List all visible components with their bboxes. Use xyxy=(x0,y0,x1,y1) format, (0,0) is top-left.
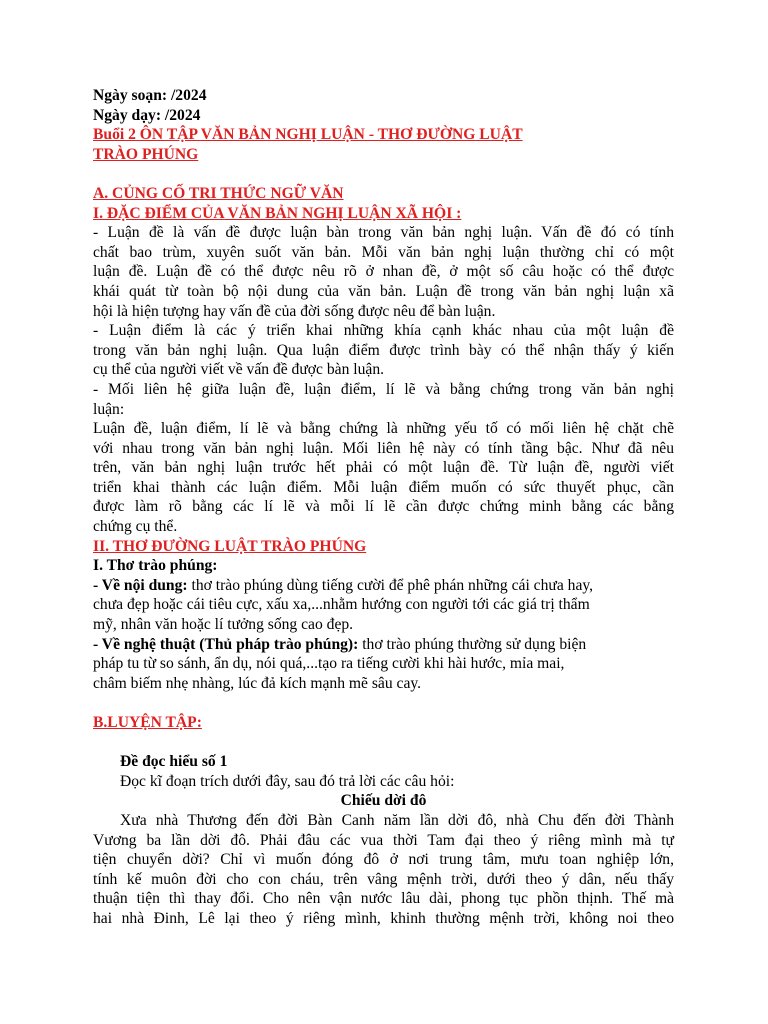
noi-dung-label: - Về nội dung: xyxy=(93,576,188,594)
text-line: chưa đẹp hoặc cái tiêu cực, xấu xa,...nhằm hướng con người tới các giá trị thẩm xyxy=(93,596,590,614)
excerpt-title: Chiếu dời đô xyxy=(340,792,427,810)
lesson-title-line-2: TRÀO PHÚNG xyxy=(93,145,199,163)
ngay-day: Ngày dạy: /2024 xyxy=(93,106,201,124)
text-line: với nhau trong văn bản nghị luận. Mối liên hệ này có tính tầng bậc. Như đã nêu xyxy=(93,439,674,457)
text-line: mỹ, nhân văn hoặc lí tưởng sống cao đẹp. xyxy=(93,616,354,634)
section-a-subheading-1: I. ĐẶC ĐIỂM CỦA VĂN BẢN NGHỊ LUẬN XÃ HỘI : xyxy=(93,204,462,222)
text-line: chứng cụ thể. xyxy=(93,518,178,536)
text-line: - Luận đề là vấn đề được luận bàn trong văn bản nghị luận. Vấn đề đó có tính xyxy=(93,224,674,242)
text-line: cụ thể của người viết về vấn đề được bàn luận. xyxy=(93,361,385,379)
section-b-heading: B.LUYỆN TẬP: xyxy=(93,714,202,731)
ngay-soan: Ngày soạn: /2024 xyxy=(93,87,207,104)
paragraph-explanation xyxy=(93,419,674,537)
text-line: pháp tu từ so sánh, ẩn dụ, nói quá,...tạo ra tiếng cười khi hài hước, mỉa mai, xyxy=(93,655,565,673)
text-line: Vương ba lần dời đô. Phải đâu các vua thời Tam đại theo ý riêng mình mà tự xyxy=(93,831,674,849)
excerpt-text xyxy=(93,811,674,929)
paragraph-luan-diem xyxy=(93,321,674,380)
text-line: châm biếm nhẹ nhàng, lúc đả kích mạnh mẽ sâu cay. xyxy=(93,674,422,692)
text-line: khái quát từ toàn bộ nội dung của văn bản. Luận đề trong văn bản nghị luận xã xyxy=(93,282,674,300)
text-line: chất bao trùm, xuyên suốt văn bản. Mỗi văn bản nghị luận thường chỉ có một xyxy=(93,243,674,261)
text-line: Xưa nhà Thương đến đời Bàn Canh năm lần dời đô, nhà Chu đến đời Thành xyxy=(120,811,674,829)
exercise-title: Đề đọc hiểu số 1 xyxy=(120,753,228,771)
text-line: thuận tiện thì thay đổi. Cho nên vận nước lâu dài, phong tục phồn thịnh. Thế mà xyxy=(93,890,674,908)
section-a-heading: A. CỦNG CỐ TRI THỨC NGỮ VĂN xyxy=(93,184,344,202)
text-line: thơ trào phúng dùng tiếng cười để phê phán những cái chưa hay, xyxy=(187,576,594,594)
lesson-title-line-1: Buổi 2 ÔN TẬP VĂN BẢN NGHỊ LUẬN - THƠ ĐƯỜNG LUẬT xyxy=(93,126,523,144)
tho-trao-phung-heading: I. Thơ trào phúng: xyxy=(93,557,218,575)
text-line: - Luận điểm là các ý triển khai những khía cạnh khác nhau của một luận đề xyxy=(93,322,674,340)
text-line: Luận đề, luận điểm, lí lẽ và bằng chứng là những yếu tố có mối liên hệ chặt chẽ xyxy=(93,420,674,438)
text-line: được làm rõ bằng các lí lẽ và mỗi lí lẽ cần được chứng minh bằng các bằng xyxy=(93,498,674,516)
text-line: tính kế muôn đời cho con cháu, trên vâng mệnh trời, dưới theo ý dân, nếu thấy xyxy=(93,870,674,888)
paragraph-nghe-thuat xyxy=(93,635,674,694)
paragraph-luan-de xyxy=(93,223,674,321)
text-line: triển khai thành các luận điểm. Mỗi luận điểm muốn có sức thuyết phục, cần xyxy=(93,478,674,496)
paragraph-moi-lien-he xyxy=(93,380,674,419)
text-line: thơ trào phúng thường sử dụng biện xyxy=(358,635,587,653)
text-line: hai nhà Đinh, Lê lại theo ý riêng mình, khinh thường mệnh trời, không noi theo xyxy=(93,909,674,927)
section-a-subheading-2: II. THƠ ĐƯỜNG LUẬT TRÀO PHÚNG xyxy=(93,537,367,555)
text-line: trong văn bản nghị luận. Qua luận điểm được trình bày có thể nhận thấy ý kiến xyxy=(93,341,674,359)
text-line: luận đề. Luận đề có thể được nêu rõ ở nhan đề, ở một số câu hoặc có thể được xyxy=(93,263,674,281)
text-line: - Mối liên hệ giữa luận đề, luận điểm, lí lẽ và bằng chứng trong văn bản nghị xyxy=(93,380,674,398)
text-line: trên, văn bản nghị luận trước hết phải có một luận đề. Từ luận đề, người viết xyxy=(93,459,674,477)
nghe-thuat-label: - Về nghệ thuật (Thủ pháp trào phúng): xyxy=(93,635,359,653)
text-line: hội là hiện tượng hay vấn đề của đời sống được nêu để bàn luận. xyxy=(93,302,496,320)
exercise-instruction: Đọc kĩ đoạn trích dưới đây, sau đó trả lời các câu hỏi: xyxy=(120,772,455,790)
text-line: luận: xyxy=(93,400,125,418)
paragraph-noi-dung xyxy=(93,576,674,635)
text-line: tiện chuyển dời? Chỉ vì muốn đóng đô ở nơi trung tâm, mưu toan nghiệp lớn, xyxy=(93,851,674,869)
